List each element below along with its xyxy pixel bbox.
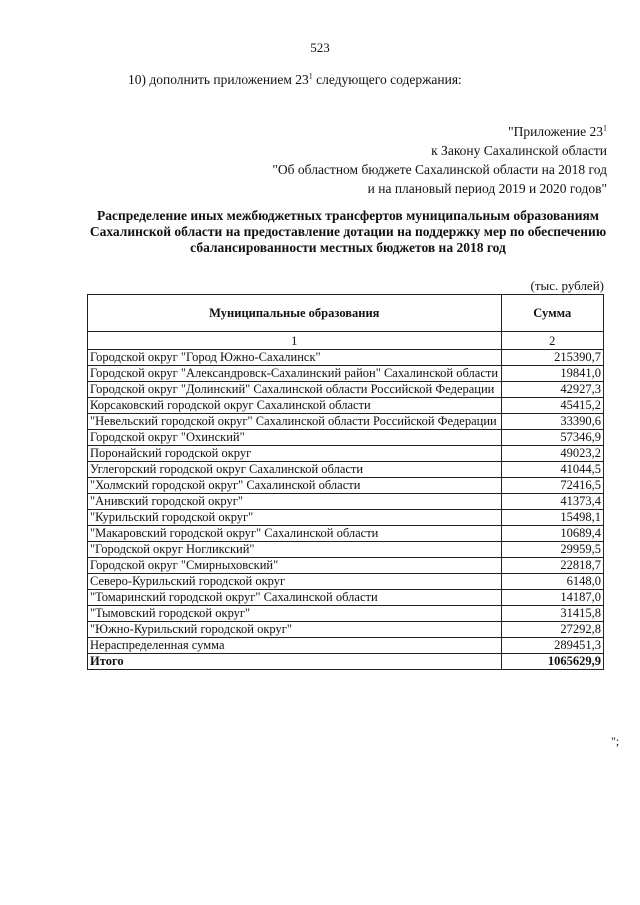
table-row [88, 510, 604, 526]
municipality-name: Углегорский городской округ Сахалинской области [88, 462, 502, 478]
municipality-sum: 27292,8 [501, 622, 603, 638]
municipality-name: "Тымовский городской округ" [88, 606, 502, 622]
table-row [88, 526, 604, 542]
table-row [88, 558, 604, 574]
municipality-sum: 42927,3 [501, 382, 603, 398]
closing-quote: "; [611, 734, 620, 748]
total-label: Итого [88, 654, 502, 670]
municipality-name: Городской округ "Смирныховский" [88, 558, 502, 574]
amendment-text-after: следующего содержания: [312, 72, 462, 87]
municipality-sum: 14187,0 [501, 590, 603, 606]
municipality-name: Городской округ "Охинский" [88, 430, 502, 446]
amendment-superscript: 1 [308, 71, 313, 81]
municipality-name: "Южно-Курильский городской округ" [88, 622, 502, 638]
municipality-name: "Анивский городской округ" [88, 494, 502, 510]
municipality-name: "Макаровский городской округ" Сахалинской области [88, 526, 502, 542]
appendix-line-4: и на плановый период 2019 и 2020 годов" [367, 181, 607, 196]
municipality-sum: 57346,9 [501, 430, 603, 446]
municipality-sum: 15498,1 [501, 510, 603, 526]
table-row [88, 462, 604, 478]
municipality-sum: 41373,4 [501, 494, 603, 510]
document-title: Распределение иных межбюджетных трансфертов муниципальным образованиям Сахалинской области на предоставление дотации на поддержку мер по обеспечению сбалансированности местных бюджетов на 2018 год [89, 208, 607, 255]
municipality-sum: 19841,0 [501, 366, 603, 382]
table-header-row [88, 295, 604, 332]
table-row [88, 430, 604, 446]
column-index-row [88, 332, 604, 350]
table-row [88, 606, 604, 622]
appendix-header [272, 122, 607, 198]
municipality-sum: 31415,8 [501, 606, 603, 622]
table-row [88, 478, 604, 494]
municipality-sum: 29959,5 [501, 542, 603, 558]
total-row [88, 654, 604, 670]
table-row [88, 350, 604, 366]
table-row [88, 494, 604, 510]
table-row [88, 398, 604, 414]
amendment-line [128, 72, 462, 88]
column-index-1: 1 [88, 332, 502, 350]
table-row [88, 542, 604, 558]
appendix-label: "Приложение 23 [508, 124, 603, 139]
municipality-name: Нераспределенная сумма [88, 638, 502, 654]
municipality-name: "Холмский городской округ" Сахалинской области [88, 478, 502, 494]
units-label: (тыс. рублей) [530, 278, 604, 293]
municipality-name: Городской округ "Город Южно-Сахалинск" [88, 350, 502, 366]
distribution-table [87, 294, 604, 670]
table-row [88, 446, 604, 462]
municipality-name: Городской округ "Долинский" Сахалинской области Российской Федерации [88, 382, 502, 398]
municipality-name: "Городской округ Ногликский" [88, 542, 502, 558]
column-index-2: 2 [501, 332, 603, 350]
municipality-sum: 6148,0 [501, 574, 603, 590]
table-row [88, 382, 604, 398]
municipality-sum: 72416,5 [501, 478, 603, 494]
municipality-sum: 45415,2 [501, 398, 603, 414]
municipality-sum: 41044,5 [501, 462, 603, 478]
municipality-sum: 33390,6 [501, 414, 603, 430]
municipality-sum: 215390,7 [501, 350, 603, 366]
page-number: 523 [310, 40, 330, 55]
appendix-superscript: 1 [603, 123, 607, 133]
amendment-text: 10) дополнить приложением 23 [128, 72, 309, 87]
table-row [88, 638, 604, 654]
header-municipalities: Муниципальные образования [88, 295, 502, 332]
table-row [88, 622, 604, 638]
appendix-line-3: "Об областном бюджете Сахалинской области на 2018 год [272, 162, 607, 177]
appendix-line-2: к Закону Сахалинской области [431, 143, 607, 158]
municipality-name: Корсаковский городской округ Сахалинской области [88, 398, 502, 414]
table-row [88, 590, 604, 606]
municipality-sum: 10689,4 [501, 526, 603, 542]
municipality-name: "Томаринский городской округ" Сахалинской области [88, 590, 502, 606]
table-row [88, 366, 604, 382]
municipality-sum: 49023,2 [501, 446, 603, 462]
municipality-name: Северо-Курильский городской округ [88, 574, 502, 590]
table-row [88, 414, 604, 430]
header-sum: Сумма [501, 295, 603, 332]
appendix-line-1 [272, 122, 607, 141]
municipality-name: "Курильский городской округ" [88, 510, 502, 526]
municipality-name: "Невельский городской округ" Сахалинской области Российской Федерации [88, 414, 502, 430]
municipality-sum: 22818,7 [501, 558, 603, 574]
municipality-sum: 289451,3 [501, 638, 603, 654]
municipality-name: Городской округ "Александровск-Сахалинский район" Сахалинской области [88, 366, 502, 382]
table-row [88, 574, 604, 590]
municipality-name: Поронайский городской округ [88, 446, 502, 462]
total-sum: 1065629,9 [501, 654, 603, 670]
